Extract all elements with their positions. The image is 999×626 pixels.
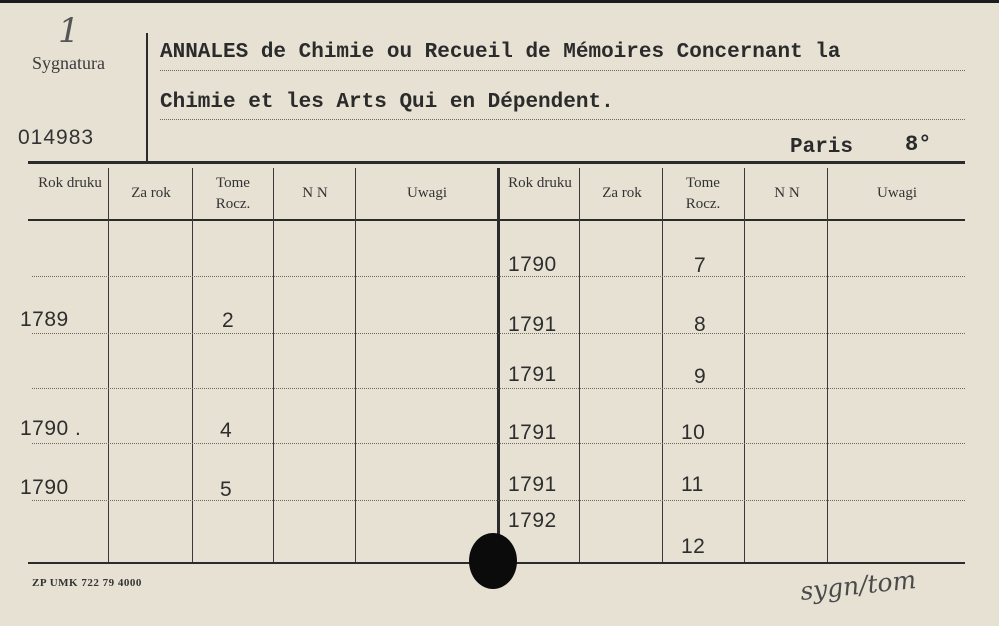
place: Paris bbox=[790, 136, 854, 159]
header-rok-druku: Rok druku bbox=[38, 175, 102, 191]
row-dots bbox=[32, 388, 965, 389]
title-dots-1 bbox=[160, 70, 965, 71]
right-rok: 1792 bbox=[508, 509, 557, 532]
row-dots bbox=[32, 333, 965, 334]
footer-print-code: ZP UMK 722 79 4000 bbox=[32, 577, 142, 589]
right-rok: 1790 bbox=[508, 253, 557, 276]
catalog-card bbox=[0, 3, 999, 626]
left-tom: 4 bbox=[220, 419, 233, 442]
header-uwagi: Uwagi bbox=[877, 185, 917, 201]
header-uwagi: Uwagi bbox=[407, 185, 447, 201]
right-tom: 9 bbox=[694, 365, 707, 388]
right-tom: 10 bbox=[681, 421, 706, 444]
col-line bbox=[192, 168, 193, 562]
title-line-1: ANNALES de Chimie ou Recueil de Mémoires Concernant la bbox=[160, 41, 841, 64]
left-rok: 1790 . bbox=[20, 417, 82, 440]
row-dots bbox=[32, 443, 965, 444]
right-tom: 8 bbox=[694, 313, 707, 336]
col-line bbox=[355, 168, 356, 562]
header-rok-druku: Rok druku bbox=[508, 175, 572, 191]
col-line bbox=[827, 168, 828, 562]
col-line bbox=[108, 168, 109, 562]
sygnatura-label: Sygnatura bbox=[32, 53, 105, 73]
corner-mark: 1 bbox=[58, 11, 80, 51]
col-line bbox=[662, 168, 663, 562]
right-rok: 1791 bbox=[508, 421, 557, 444]
right-rok: 1791 bbox=[508, 473, 557, 496]
punch-hole bbox=[469, 533, 517, 589]
header-tom-rocz: Tome Rocz. bbox=[215, 175, 251, 212]
right-tom: 7 bbox=[694, 254, 707, 277]
table-top-rule bbox=[28, 161, 965, 164]
header-za-rok: Za rok bbox=[602, 185, 642, 201]
col-line bbox=[579, 168, 580, 562]
title-line-2: Chimie et les Arts Qui en Dépendent. bbox=[160, 91, 614, 114]
right-tom: 11 bbox=[681, 473, 704, 496]
right-rok: 1791 bbox=[508, 313, 557, 336]
right-tom: 12 bbox=[681, 535, 706, 558]
left-rok: 1790 bbox=[20, 476, 69, 499]
title-dots-2 bbox=[160, 119, 965, 120]
header-nn: N N bbox=[302, 185, 328, 201]
header-za-rok: Za rok bbox=[131, 185, 171, 201]
left-tom: 5 bbox=[220, 478, 233, 501]
left-tom: 2 bbox=[222, 309, 235, 332]
right-rok: 1791 bbox=[508, 363, 557, 386]
left-rok: 1789 bbox=[20, 308, 69, 331]
row-dots bbox=[32, 276, 965, 277]
center-divider bbox=[497, 168, 500, 562]
col-line bbox=[273, 168, 274, 562]
header-nn: N N bbox=[774, 185, 800, 201]
col-line bbox=[744, 168, 745, 562]
sygnatura-number: 014983 bbox=[18, 126, 95, 149]
format: 8° bbox=[905, 132, 932, 157]
header-tom-rocz: Tome Rocz. bbox=[685, 175, 721, 212]
handwritten-note: sygn/tom bbox=[798, 565, 918, 606]
row-dots bbox=[32, 500, 965, 501]
sygnatura-divider bbox=[146, 33, 148, 161]
